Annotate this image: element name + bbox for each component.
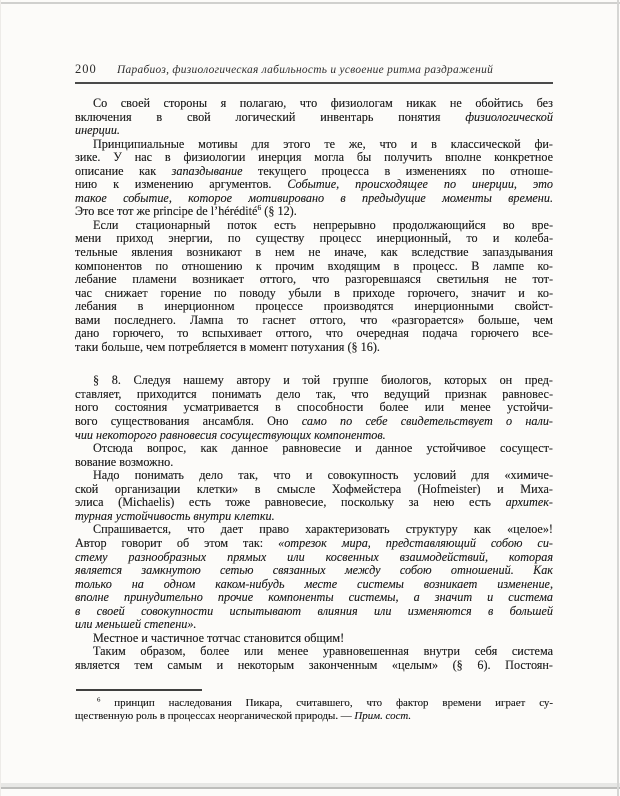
text-line <box>75 178 553 192</box>
text-line <box>75 605 553 619</box>
text-segment: Если стационарный поток есть непрерывно продолжающийся во вре- <box>93 217 553 232</box>
text-segment: описание как <box>75 163 172 178</box>
text-line <box>75 710 553 723</box>
text-segment: архитек- <box>505 495 553 510</box>
text-line <box>75 138 553 152</box>
text-line <box>75 314 553 328</box>
text-line <box>75 537 553 551</box>
text-line <box>75 388 553 402</box>
text-segment: дано горючего, то вспыхивает оттого, что очередная подача горючего все- <box>75 326 553 341</box>
text-line <box>75 645 553 659</box>
text-segment: запаздывание <box>171 163 243 178</box>
scan-edge-right <box>617 0 619 796</box>
text-line <box>75 165 553 179</box>
text-line <box>75 205 553 219</box>
text-line <box>75 429 553 443</box>
text-segment: Прим. сост. <box>354 710 412 723</box>
text-segment: стему разнообразных прямых или косвенных взаимодействий, которая <box>75 549 553 564</box>
scan-edge-bottom <box>0 787 620 789</box>
text-segment: тельные явления возникают в нем не иначе, как вследствие запаздывания <box>75 245 553 260</box>
text-line <box>75 415 553 429</box>
text-segment: § 8. Следуя нашему автору и той группе биологов, которых он пред- <box>93 373 553 388</box>
text-segment: только на одном каком-нибудь месте системы возникает изменение, <box>75 576 553 591</box>
text-segment: принцип наследования Пикара, считавшего, что фактор времени играет су- <box>100 697 553 709</box>
text-line <box>75 401 553 415</box>
text-line <box>75 287 553 301</box>
text-line <box>75 697 553 710</box>
text-segment: Спрашивается, что дает право характеризовать структуру как «целое»! <box>93 522 553 537</box>
text-segment: инерции. <box>75 123 120 138</box>
text-line <box>75 578 553 592</box>
text-segment: Надо понимать дело так, что и совокупность условий для «химиче- <box>93 468 553 483</box>
text-segment: компонентов по отношению к прочим входящим в процесс. В лампе ко- <box>75 258 553 273</box>
text-segment: ставляет, приходится понимать дело так, что ведущий признак равновес- <box>75 386 553 401</box>
paragraph <box>75 97 553 138</box>
text-segment: Местное и частичное тотчас становится общим! <box>93 630 345 645</box>
text-line <box>75 341 553 355</box>
paragraph <box>75 442 553 469</box>
paragraph <box>75 374 553 442</box>
text-line <box>75 111 553 125</box>
text-segment: «отрезок мира, представляющий собою си- <box>278 535 553 550</box>
paragraph <box>75 219 553 354</box>
paragraph <box>75 138 553 219</box>
text-line <box>75 151 553 165</box>
text-line <box>75 97 553 111</box>
text-line <box>75 523 553 537</box>
text-segment: в своей совокупности испытывают влияния или изменяются в большей <box>75 603 553 618</box>
text-segment: нию к изменению аргументов. <box>75 177 288 192</box>
text-segment: физиологической <box>465 109 553 124</box>
text-segment: таки больше, чем потребляется в момент потухания (§ 16). <box>75 339 380 354</box>
text-segment: щественную роль в процессах неорганической природы. — <box>75 710 355 723</box>
running-head <box>75 62 553 77</box>
text-line <box>75 456 553 470</box>
text-segment: Отсюда вопрос, как данное равновесие и данное устойчивое сосущест- <box>93 441 553 456</box>
text-line <box>75 442 553 456</box>
text-segment: час снижает горение по поводу убыли в приходе горючего, значит и ко- <box>75 285 553 300</box>
text-segment: вование возможно. <box>75 454 174 469</box>
text-line <box>75 659 553 673</box>
text-segment: лебания в инерционном процессе производятся инерционными свойст- <box>75 299 553 314</box>
text-segment: лебание пламени возникает оттого, что разгоревшаяся светильня не тот- <box>75 272 553 287</box>
text-segment: само по себе свидетельствует о нали- <box>301 414 553 429</box>
text-segment: Принципиальные мотивы для этого те же, что и в классической фи- <box>93 136 553 151</box>
scan-edge-left <box>0 0 1 796</box>
text-segment: вого существования ансамбля. Оно <box>75 414 302 429</box>
text-segment: или меньшей степени». <box>75 617 197 632</box>
paragraph <box>75 645 553 672</box>
text-line <box>75 496 553 510</box>
scan-edge-top <box>0 2 620 4</box>
text-line <box>75 374 553 388</box>
text-segment: Событие, происходящее по инерции, это <box>287 177 554 192</box>
text-line <box>75 618 553 632</box>
text-segment: такое событие, которое мотивировано в предыдущие моменты времени. <box>75 190 553 205</box>
text-segment: ской организации клетки» в смысле Хофмейстера (Hofmeister) и Миха- <box>75 481 553 496</box>
text-segment: Со своей стороны я полагаю, что физиологам никак не обойтись без <box>93 96 553 110</box>
text-segment: ного состояния усматривается в способности более или менее устойчи- <box>75 400 553 415</box>
text-line <box>75 246 553 260</box>
text-segment: вами последнего. Лампа то гаснет оттого, что «разгорается» больше, чем <box>75 312 553 327</box>
text-segment: чии некоторого равновесия сосуществующих компонентов. <box>75 427 386 442</box>
superscript-marker: 6 <box>257 203 262 213</box>
paragraph <box>75 697 553 723</box>
text-line <box>75 632 553 646</box>
text-segment: мени приход энергии, по существу процесс инерционный, то и колеба- <box>75 231 553 246</box>
text-line <box>75 564 553 578</box>
page-number: 200 <box>75 62 97 76</box>
page-body <box>75 97 553 672</box>
running-title: Парабиоз, физиологическая лабильность и усвоение ритма раздражений <box>117 64 494 76</box>
text-segment: вполне принудительно прочие компоненты системы, а значит и система <box>75 590 553 605</box>
text-line <box>75 232 553 246</box>
paragraph <box>75 523 553 631</box>
footnote-rule <box>76 689 202 691</box>
text-line <box>75 300 553 314</box>
text-segment: элиса (Michaelis) есть тоже равновесие, поскольку за нею есть <box>75 495 506 510</box>
paragraph <box>75 632 553 646</box>
text-segment: текущего процесса в изменениях по отноше- <box>242 163 553 178</box>
text-line <box>75 469 553 483</box>
text-segment: турная устойчивость внутри клетки. <box>75 508 275 523</box>
text-segment: Это все тот же principe de l’hérédité <box>75 204 258 219</box>
text-line <box>75 219 553 233</box>
text-line <box>75 591 553 605</box>
text-segment: Таким образом, более или менее уравновешенная внутри себя система <box>93 644 553 659</box>
text-segment: является тем самым и некоторым законченным «целым» (§ 6). Постоян- <box>75 657 553 672</box>
text-line <box>75 260 553 274</box>
text-line <box>75 273 553 287</box>
text-segment: Автор говорит об этом так: <box>75 535 279 550</box>
paragraph <box>75 469 553 523</box>
text-line <box>75 510 553 524</box>
text-segment: (§ 12). <box>261 204 297 219</box>
footnote <box>75 697 553 723</box>
superscript-marker: 6 <box>97 696 101 704</box>
text-segment: включения в свой логический инвентарь понятия <box>75 109 466 124</box>
text-line <box>75 124 553 138</box>
text-line <box>75 483 553 497</box>
header-rule <box>75 82 553 84</box>
text-line <box>75 327 553 341</box>
text-segment: зике. У нас в физиологии инерция могла бы получить вполне конкретное <box>75 150 553 165</box>
text-line <box>75 551 553 565</box>
text-segment: является замкнутою сетью связанных между собою отношений. Как <box>75 563 553 578</box>
